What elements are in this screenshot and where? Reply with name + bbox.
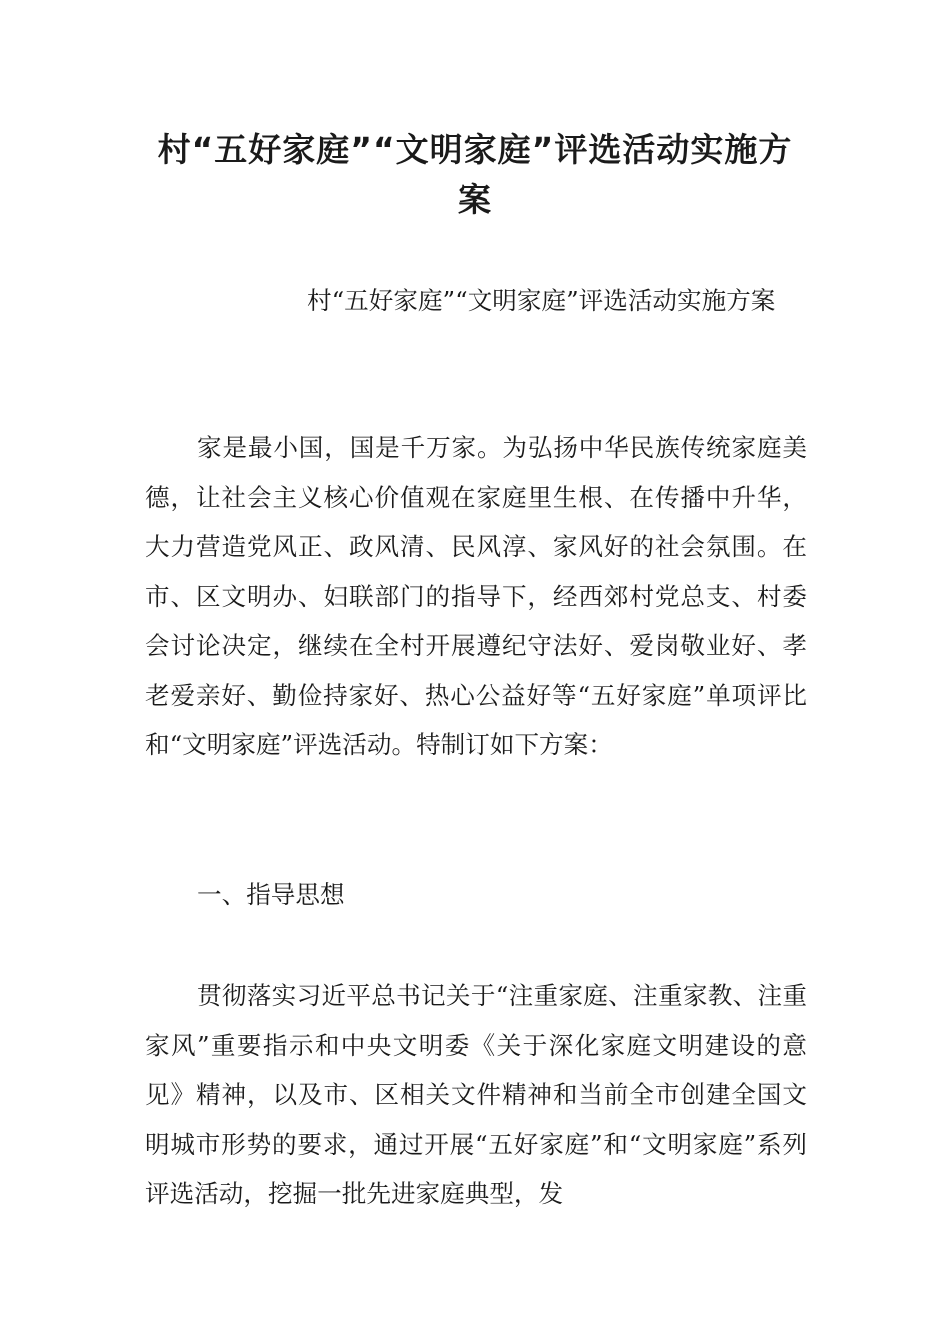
intro-paragraph: 家是最小国，国是千万家。为弘扬中华民族传统家庭美德，让社会主义核心价值观在家庭里生根、在传播中升华，大力营造党风正、政风清、民风淳、家风好的社会氛围。在市、区文明办、妇联部门的指导下，经西郊村党总支、村委会讨论决定，继续在全村开展遵纪守法好、爱岗敬业好、孝老爱亲好、勤俭持家好、热心公益好等“五好家庭”单项评比和“文明家庭”评选活动。特制订如下方案： (145, 433, 807, 759)
section-heading-guiding-ideology: 一、指导思想 (197, 880, 345, 909)
guiding-ideology-paragraph: 贯彻落实习近平总书记关于“注重家庭、注重家教、注重家风”重要指示和中央文明委《关于深化家庭文明建设的意见》精神，以及市、区相关文件精神和当前全市创建全国文明城市形势的要求，通过开展“五好家庭”和“文明家庭”系列评选活动，挖掘一批先进家庭典型，发 (145, 981, 807, 1208)
document-title: 村“五好家庭”“文明家庭”评选活动实施方案 (157, 130, 793, 219)
document-subtitle: 村“五好家庭”“文明家庭”评选活动实施方案 (307, 286, 776, 315)
